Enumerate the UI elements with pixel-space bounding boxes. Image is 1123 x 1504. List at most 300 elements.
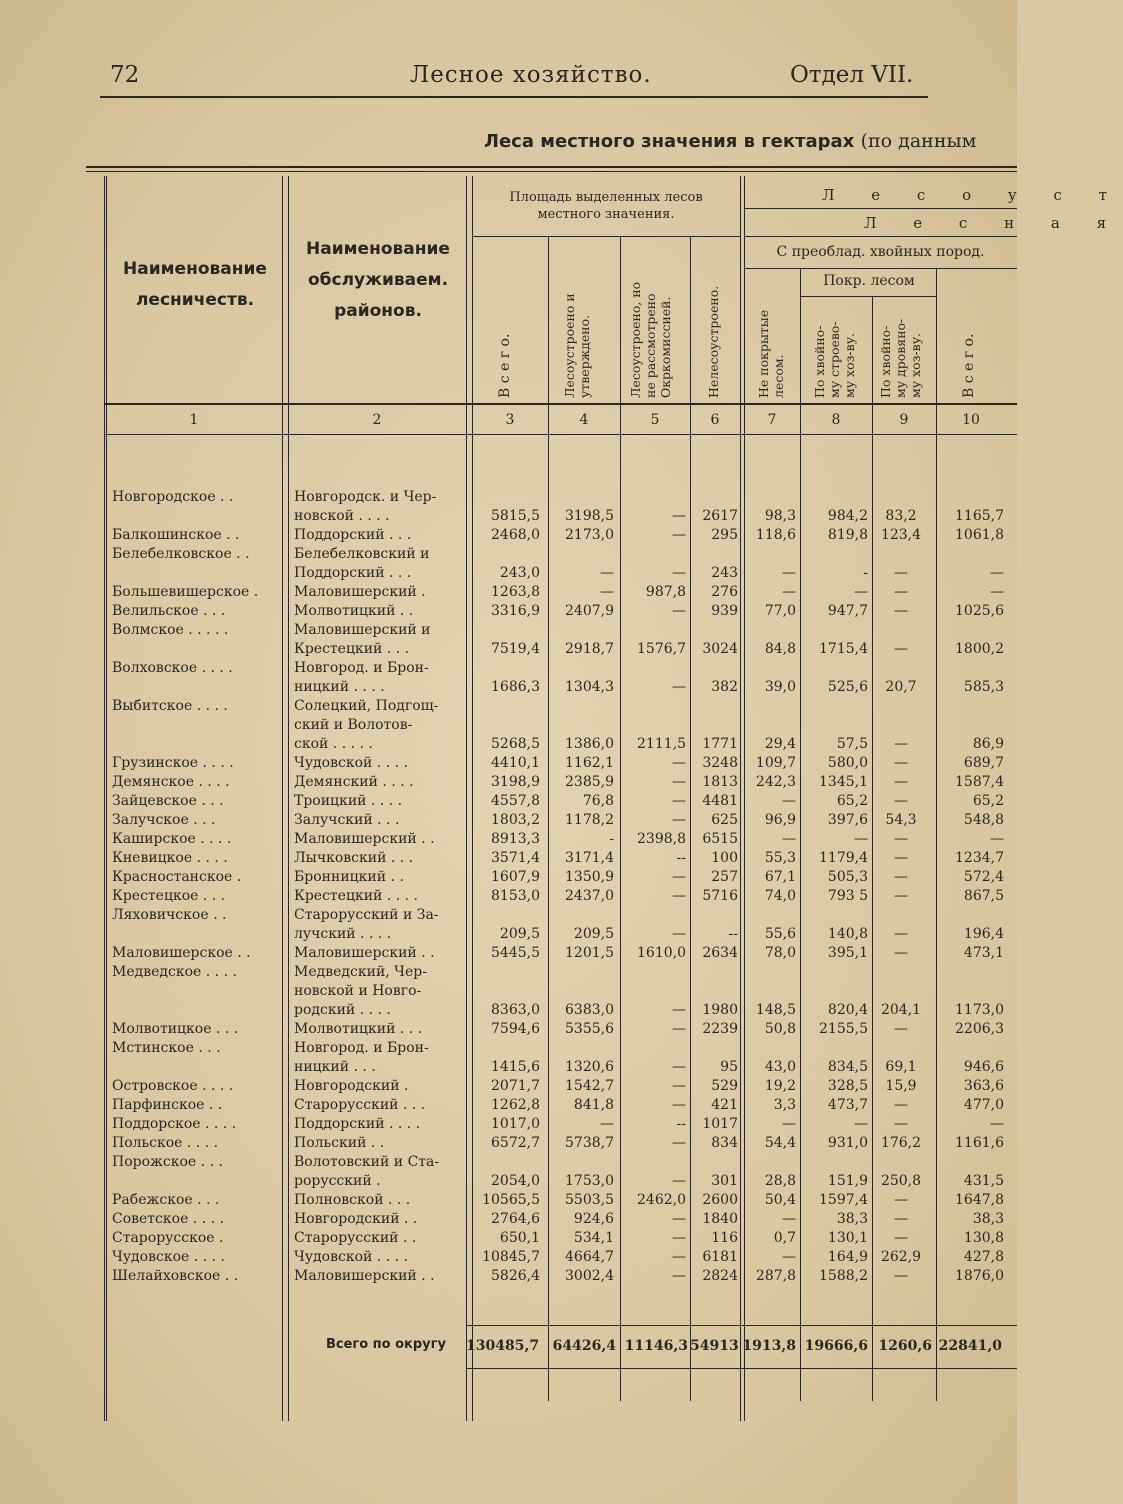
- total-line-bottom: [466, 1368, 1017, 1369]
- table-cell-c5: —: [672, 1078, 686, 1094]
- table-cell-c4: 3171,4: [565, 850, 614, 866]
- table-cell-c2: родский . . . .: [294, 1002, 391, 1018]
- table-cell-c8: 931,0: [827, 1135, 868, 1151]
- table-cell-c2: ницкий . . . .: [294, 679, 385, 695]
- table-cell-c7: 29,4: [764, 736, 796, 752]
- table-cell-c5: 1576,7: [637, 641, 686, 657]
- table-cell-c5: --: [676, 850, 686, 866]
- table-cell-c4: —: [600, 565, 614, 581]
- table-cell-c9: 250,8: [880, 1173, 922, 1189]
- table-cell-c1: Молвотицкое . . .: [112, 1021, 239, 1037]
- table-cell-c4: 841,8: [573, 1097, 614, 1113]
- table-cell-c4: 2437,0: [565, 888, 614, 904]
- hdr-line: [472, 236, 740, 237]
- table-cell-c9: 176,2: [880, 1135, 922, 1151]
- table-cell-c8: 38,3: [836, 1211, 868, 1227]
- table-cell-c2: Поддорский . . .: [294, 527, 412, 543]
- table-cell-c5: —: [672, 1002, 686, 1018]
- table-cell-c1: Поддорское . . . .: [112, 1116, 237, 1132]
- table-cell-c8: 130,1: [827, 1230, 868, 1246]
- table-cell-c9: 20,7: [885, 679, 917, 695]
- table-cell-c7: 118,6: [755, 527, 796, 543]
- table-cell-c7: 77,0: [764, 603, 796, 619]
- table-cell-c9: —: [894, 1021, 908, 1037]
- table-cell-c5: —: [672, 1173, 686, 1189]
- table-cell-c8: 1179,4: [819, 850, 868, 866]
- table-cell-c9: —: [894, 1211, 908, 1227]
- col-line: [106, 176, 107, 1421]
- table-cell-c3: 209,5: [499, 926, 540, 942]
- table-cell-c1: Велильское . . .: [112, 603, 226, 619]
- col-header-9: По хвойно- му дровяно- му хоз-ву.: [878, 318, 923, 398]
- table-cell-c1: Белебелковское . .: [112, 546, 250, 562]
- table-cell-c7: 78,0: [764, 945, 796, 961]
- table-cell-c10: 572,4: [963, 869, 1004, 885]
- table-cell-c4: 1753,0: [565, 1173, 614, 1189]
- table-cell-c10: 946,6: [963, 1059, 1004, 1075]
- table-cell-c2: Новгородский .: [294, 1078, 409, 1094]
- table-cell-c8: 793 5: [827, 888, 868, 904]
- table-cell-c3: 5815,5: [491, 508, 540, 524]
- table-cell-c4: 5355,6: [565, 1021, 614, 1037]
- table-cell-c10: 477,0: [963, 1097, 1004, 1113]
- table-cell-c5: —: [672, 1021, 686, 1037]
- table-cell-c8: 819,8: [827, 527, 868, 543]
- running-title: Лесное хозяйство.: [410, 62, 652, 88]
- table-cell-c9: —: [894, 1192, 908, 1208]
- table-cell-c4: 1386,0: [565, 736, 614, 752]
- table-cell-c4: 2918,7: [565, 641, 614, 657]
- table-cell-c10: 1061,8: [955, 527, 1004, 543]
- table-cell-c3: 2468,0: [491, 527, 540, 543]
- table-cell-c2: Крестецкий . . . .: [294, 888, 418, 904]
- table-cell-c8: —: [854, 1116, 868, 1132]
- table-cell-c1: Ляховичское . .: [112, 907, 227, 923]
- table-cell-c5: 987,8: [645, 584, 686, 600]
- table-cell-c4: 2407,9: [565, 603, 614, 619]
- table-cell-c6: 834: [711, 1135, 738, 1151]
- table-cell-c8: 505,3: [827, 869, 868, 885]
- table-cell-c5: —: [672, 888, 686, 904]
- col-number: 3: [505, 412, 515, 428]
- table-cell-c9: —: [894, 945, 908, 961]
- table-cell-c9: 123,4: [880, 527, 922, 543]
- table-cell-c1: Красностанское .: [112, 869, 242, 885]
- table-cell-c7: 0,7: [773, 1230, 796, 1246]
- table-cell-c10: —: [990, 831, 1004, 847]
- table-cell-c1: Выбитское . . . .: [112, 698, 228, 714]
- col-number: 6: [710, 412, 720, 428]
- table-cell-c1: Рабежское . . .: [112, 1192, 220, 1208]
- table-cell-c8: 1345,1: [819, 774, 868, 790]
- table-cell-c4: 1350,9: [565, 869, 614, 885]
- table-cell-c4: 1320,6: [565, 1059, 614, 1075]
- table-cell-c3: 10565,5: [482, 1192, 540, 1208]
- table-cell-c3: 4410,1: [491, 755, 540, 771]
- table-cell-c6: 2239: [702, 1021, 738, 1037]
- section-label: Отдел VII.: [790, 62, 914, 88]
- table-cell-c10: —: [990, 1116, 1004, 1132]
- table-cell-c3: 3316,9: [491, 603, 540, 619]
- table-cell-c8: 140,8: [827, 926, 868, 942]
- table-cell-c7: 74,0: [764, 888, 796, 904]
- table-cell-c5: —: [672, 869, 686, 885]
- table-cell-c1: Чудовское . . . .: [112, 1249, 225, 1265]
- table-cell-c2: Волотовский и Ста-: [294, 1154, 440, 1170]
- table-cell-c9: 204,1: [880, 1002, 922, 1018]
- col-header-6: Нелесоустроено.: [706, 285, 721, 398]
- table-cell-c2: Новгородск. и Чер-: [294, 489, 437, 505]
- table-cell-c9: —: [894, 1097, 908, 1113]
- table-cell-c9: —: [894, 1116, 908, 1132]
- total-c4: 64426,4: [552, 1338, 616, 1354]
- table-cell-c1: Островское . . . .: [112, 1078, 234, 1094]
- table-cell-c8: 473,7: [827, 1097, 868, 1113]
- header-rule: [100, 96, 928, 98]
- table-cell-c8: 328,5: [827, 1078, 868, 1094]
- table-cell-c2: Старорусский и За-: [294, 907, 439, 923]
- table-cell-c4: 6383,0: [565, 1002, 614, 1018]
- table-cell-c3: 7594,6: [491, 1021, 540, 1037]
- table-cell-c6: 5716: [702, 888, 738, 904]
- table-cell-c1: Советское . . . .: [112, 1211, 224, 1227]
- table-cell-c6: --: [728, 926, 738, 942]
- table-cell-c3: 8913,3: [491, 831, 540, 847]
- table-cell-c4: 924,6: [573, 1211, 614, 1227]
- col-number: 7: [767, 412, 777, 428]
- table-cell-c8: 151,9: [827, 1173, 868, 1189]
- table-cell-c10: 1876,0: [955, 1268, 1004, 1284]
- table-cell-c6: 2634: [702, 945, 738, 961]
- table-cell-c8: 65,2: [836, 793, 868, 809]
- table-cell-c4: 2385,9: [565, 774, 614, 790]
- table-cell-c6: 116: [711, 1230, 738, 1246]
- table-cell-c3: 5445,5: [491, 945, 540, 961]
- table-cell-c5: —: [672, 565, 686, 581]
- table-cell-c3: 1017,0: [491, 1116, 540, 1132]
- table-cell-c7: 50,8: [764, 1021, 796, 1037]
- table-cell-c9: —: [894, 641, 908, 657]
- table-cell-c9: —: [894, 774, 908, 790]
- table-cell-c4: 209,5: [573, 926, 614, 942]
- col-line: [282, 176, 283, 1421]
- table-cell-c3: 3571,4: [491, 850, 540, 866]
- table-cell-c1: Парфинское . .: [112, 1097, 223, 1113]
- table-cell-c6: 1017: [702, 1116, 738, 1132]
- table-cell-c5: —: [672, 1230, 686, 1246]
- table-cell-c9: —: [894, 888, 908, 904]
- table-cell-c2: Чудовской . . . .: [294, 1249, 408, 1265]
- table-cell-c4: —: [600, 1116, 614, 1132]
- table-cell-c9: —: [894, 1268, 908, 1284]
- table-cell-c7: —: [782, 584, 796, 600]
- table-cell-c7: 43,0: [764, 1059, 796, 1075]
- table-cell-c5: —: [672, 793, 686, 809]
- table-cell-c10: 548,8: [963, 812, 1004, 828]
- table-cell-c10: 38,3: [972, 1211, 1004, 1227]
- table-cell-c3: 1803,2: [491, 812, 540, 828]
- total-c7: 1913,8: [742, 1338, 796, 1354]
- table-cell-c6: 6515: [702, 831, 738, 847]
- table-cell-c2: Чудовской . . . .: [294, 755, 408, 771]
- table-cell-c5: —: [672, 1097, 686, 1113]
- page-number: 72: [110, 62, 140, 88]
- table-cell-c5: —: [672, 812, 686, 828]
- col-header-districts: Наименование обслуживаем. районов.: [306, 239, 450, 321]
- table-cell-c1: Балкошинское . .: [112, 527, 240, 543]
- table-cell-c3: 3198,9: [491, 774, 540, 790]
- table-cell-c5: —: [672, 527, 686, 543]
- hdr-line: [744, 268, 1017, 269]
- table-title: [484, 130, 976, 152]
- table-cell-c8: 2155,5: [819, 1021, 868, 1037]
- table-cell-c5: —: [672, 926, 686, 942]
- table-cell-c3: 4557,8: [491, 793, 540, 809]
- table-cell-c2: Залучский . . .: [294, 812, 400, 828]
- table-cell-c2: Старорусский . . .: [294, 1097, 426, 1113]
- table-cell-c9: 69,1: [885, 1059, 917, 1075]
- table-top-rule: [86, 166, 1017, 168]
- table-cell-c3: 2071,7: [491, 1078, 540, 1094]
- table-cell-c7: 148,5: [755, 1002, 796, 1018]
- table-cell-c8: 1588,2: [819, 1268, 868, 1284]
- table-cell-c6: 1980: [702, 1002, 738, 1018]
- table-cell-c7: 39,0: [764, 679, 796, 695]
- table-cell-c4: 5503,5: [565, 1192, 614, 1208]
- table-cell-c2: Поддорский . . . .: [294, 1116, 421, 1132]
- table-cell-c9: —: [894, 793, 908, 809]
- table-cell-c9: —: [894, 831, 908, 847]
- col-line: [466, 176, 467, 1421]
- col-number: 5: [650, 412, 660, 428]
- table-cell-c2: Маловишерский .: [294, 584, 426, 600]
- table-cell-c6: 3248: [702, 755, 738, 771]
- table-cell-c10: 2206,3: [955, 1021, 1004, 1037]
- table-cell-c3: 1415,6: [491, 1059, 540, 1075]
- table-cell-c5: —: [672, 1211, 686, 1227]
- table-cell-c8: 525,6: [827, 679, 868, 695]
- table-cell-c2: Маловишерский . .: [294, 831, 435, 847]
- table-cell-c1: Грузинское . . . .: [112, 755, 234, 771]
- table-cell-c2: рорусский .: [294, 1173, 381, 1189]
- total-c9: 1260,6: [878, 1338, 932, 1354]
- total-c6: 54913: [690, 1338, 739, 1354]
- table-cell-c4: 1162,1: [565, 755, 614, 771]
- col-group-forest-sub: Л е с н а я: [864, 214, 1123, 232]
- table-cell-c8: 1597,4: [819, 1192, 868, 1208]
- table-cell-c5: —: [672, 603, 686, 619]
- table-cell-c3: 1263,8: [491, 584, 540, 600]
- col-header-forestries: Наименование лесничеств.: [123, 259, 267, 310]
- table-cell-c2: Крестецкий . . .: [294, 641, 410, 657]
- table-cell-c3: 1262,8: [491, 1097, 540, 1113]
- table-cell-c2: Полновской . . .: [294, 1192, 411, 1208]
- table-cell-c6: 1771: [702, 736, 738, 752]
- table-cell-c5: —: [672, 1135, 686, 1151]
- table-cell-c1: Залучское . . .: [112, 812, 216, 828]
- table-cell-c2: Поддорский . . .: [294, 565, 412, 581]
- table-cell-c1: Мстинское . . .: [112, 1040, 221, 1056]
- table-cell-c6: 257: [711, 869, 738, 885]
- table-cell-c4: 1304,3: [565, 679, 614, 695]
- table-cell-c2: Старорусский . .: [294, 1230, 417, 1246]
- table-cell-c5: 1610,0: [637, 945, 686, 961]
- col-group-forest-top: Л е с о у с т: [822, 186, 1123, 204]
- table-cell-c10: 65,2: [972, 793, 1004, 809]
- table-cell-c5: —: [672, 1059, 686, 1075]
- table-cell-c1: Волмское . . . . .: [112, 622, 229, 638]
- table-cell-c6: 939: [711, 603, 738, 619]
- table-cell-c7: 109,7: [755, 755, 796, 771]
- col-number: 9: [899, 412, 909, 428]
- table-cell-c3: 650,1: [499, 1230, 540, 1246]
- table-cell-c6: 3024: [702, 641, 738, 657]
- table-cell-c10: 1025,6: [955, 603, 1004, 619]
- table-cell-c10: 867,5: [963, 888, 1004, 904]
- table-cell-c5: 2462,0: [637, 1192, 686, 1208]
- table-cell-c2: Маловишерский и: [294, 622, 431, 638]
- table-cell-c3: 1607,9: [491, 869, 540, 885]
- table-cell-c2: Бронницкий . .: [294, 869, 404, 885]
- total-line: [466, 1325, 1017, 1326]
- table-cell-c1: Крестецкое . . .: [112, 888, 226, 904]
- table-cell-c7: 54,4: [764, 1135, 796, 1151]
- table-cell-c6: 529: [711, 1078, 738, 1094]
- table-cell-c9: —: [894, 1230, 908, 1246]
- table-cell-c1: Зайцевское . . .: [112, 793, 224, 809]
- col-header-3: В с е г о.: [497, 333, 513, 398]
- table-cell-c2: ский и Волотов-: [294, 717, 413, 733]
- table-cell-c8: 820,4: [827, 1002, 868, 1018]
- table-cell-c7: —: [782, 793, 796, 809]
- table-cell-c2: ницкий . . .: [294, 1059, 376, 1075]
- table-cell-c4: 1201,5: [565, 945, 614, 961]
- table-cell-c10: 1234,7: [955, 850, 1004, 866]
- table-cell-c6: 2600: [702, 1192, 738, 1208]
- table-cell-c2: Солецкий, Подгощ-: [294, 698, 439, 714]
- table-cell-c8: —: [854, 831, 868, 847]
- col-number: 10: [962, 412, 980, 428]
- table-cell-c9: —: [894, 755, 908, 771]
- table-cell-c7: 3,3: [773, 1097, 796, 1113]
- table-cell-c2: Белебелковский и: [294, 546, 430, 562]
- table-cell-c4: 1178,2: [565, 812, 614, 828]
- table-cell-c10: 1173,0: [955, 1002, 1004, 1018]
- col-number: 1: [189, 412, 199, 428]
- table-title-normal: (по данным: [860, 130, 977, 152]
- table-cell-c3: 5268,5: [491, 736, 540, 752]
- table-cell-c9: 83,2: [885, 508, 917, 524]
- table-cell-c3: 10845,7: [482, 1249, 540, 1265]
- table-cell-c2: новской . . . .: [294, 508, 390, 524]
- table-cell-c8: —: [854, 584, 868, 600]
- table-cell-c8: 57,5: [836, 736, 868, 752]
- col-header-5: Лесоустроено, но не рассмотрено Окркомиссией.: [628, 281, 673, 398]
- table-cell-c1: Большевишерское .: [112, 584, 259, 600]
- table-cell-c4: 534,1: [573, 1230, 614, 1246]
- total-c10: 22841,0: [938, 1338, 1002, 1354]
- table-cell-c6: 1813: [702, 774, 738, 790]
- table-cell-c9: —: [894, 736, 908, 752]
- table-cell-c6: 295: [711, 527, 738, 543]
- total-c8: 19666,6: [804, 1338, 868, 1354]
- table-cell-c7: 67,1: [764, 869, 796, 885]
- table-cell-c1: Кневицкое . . . .: [112, 850, 228, 866]
- table-cell-c3: 1686,3: [491, 679, 540, 695]
- table-cell-c5: —: [672, 508, 686, 524]
- table-cell-c10: 473,1: [963, 945, 1004, 961]
- table-cell-c6: 625: [711, 812, 738, 828]
- table-cell-c10: 196,4: [963, 926, 1004, 942]
- table-cell-c6: 301: [711, 1173, 738, 1189]
- table-cell-c7: 50,4: [764, 1192, 796, 1208]
- col-number: 4: [579, 412, 589, 428]
- col-group-area: Площадь выделенных лесов местного значения.: [509, 190, 703, 222]
- table-cell-c7: 98,3: [764, 508, 796, 524]
- table-cell-c4: 3002,4: [565, 1268, 614, 1284]
- table-cell-c10: 1161,6: [955, 1135, 1004, 1151]
- hdr-bottom-rule: [104, 403, 1017, 405]
- table-cell-c9: —: [894, 850, 908, 866]
- table-cell-c7: 55,3: [764, 850, 796, 866]
- total-c5: 11146,3: [624, 1338, 688, 1354]
- table-cell-c4: 2173,0: [565, 527, 614, 543]
- table-cell-c4: —: [600, 584, 614, 600]
- table-cell-c10: 1587,4: [955, 774, 1004, 790]
- table-cell-c10: 427,8: [963, 1249, 1004, 1265]
- table-cell-c8: 395,1: [827, 945, 868, 961]
- table-cell-c3: 6572,7: [491, 1135, 540, 1151]
- table-cell-c7: —: [782, 1249, 796, 1265]
- col-header-8: По хвойно- му строево- му хоз-ву.: [812, 321, 857, 398]
- table-cell-c4: -: [609, 831, 614, 847]
- table-cell-c5: 2111,5: [637, 736, 686, 752]
- col-group-conifer: С преоблад. хвойных пород.: [776, 244, 985, 260]
- table-cell-c10: 363,6: [963, 1078, 1004, 1094]
- table-cell-c7: —: [782, 1211, 796, 1227]
- table-cell-c7: 19,2: [764, 1078, 796, 1094]
- table-cell-c2: Польский . .: [294, 1135, 385, 1151]
- table-cell-c2: Молвотицкий . . .: [294, 1021, 423, 1037]
- table-cell-c6: 100: [711, 850, 738, 866]
- table-cell-c3: 2054,0: [491, 1173, 540, 1189]
- table-cell-c6: 95: [720, 1059, 738, 1075]
- table-cell-c9: —: [894, 584, 908, 600]
- table-cell-c10: 1800,2: [955, 641, 1004, 657]
- table-cell-c6: 2824: [702, 1268, 738, 1284]
- table-cell-c6: 276: [711, 584, 738, 600]
- table-cell-c5: —: [672, 1268, 686, 1284]
- table-cell-c6: 382: [711, 679, 738, 695]
- table-cell-c7: 287,8: [755, 1268, 796, 1284]
- col-group-covered: Покр. лесом: [823, 273, 915, 289]
- table-cell-c2: Лычковский . . .: [294, 850, 414, 866]
- table-cell-c7: —: [782, 1116, 796, 1132]
- table-cell-c2: Медведский, Чер-: [294, 964, 427, 980]
- table-cell-c2: Новгород. и Брон-: [294, 1040, 429, 1056]
- table-cell-c2: Демянский . . . .: [294, 774, 414, 790]
- table-cell-c2: Маловишерский . .: [294, 945, 435, 961]
- table-cell-c3: 243,0: [499, 565, 540, 581]
- table-cell-c8: 984,2: [827, 508, 868, 524]
- table-cell-c5: —: [672, 679, 686, 695]
- table-cell-c2: Троицкий . . . .: [294, 793, 403, 809]
- numrow-line: [104, 434, 1017, 435]
- hdr-line: [800, 296, 936, 297]
- col-line: [104, 176, 105, 1421]
- table-cell-c10: 1647,8: [955, 1192, 1004, 1208]
- table-cell-c9: —: [894, 869, 908, 885]
